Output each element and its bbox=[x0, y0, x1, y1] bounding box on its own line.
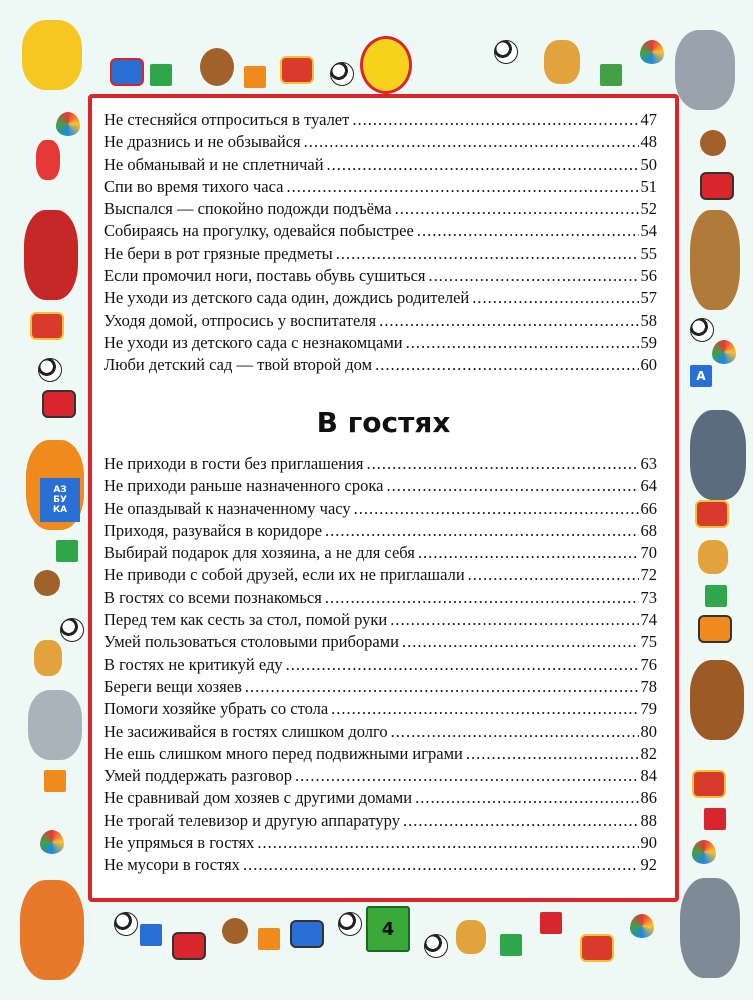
drum-icon bbox=[580, 934, 614, 962]
toc-entry-page: 56 bbox=[640, 266, 657, 286]
spinning-top-icon bbox=[56, 112, 80, 136]
toy-cube-icon bbox=[44, 770, 66, 792]
toc-entry-page: 51 bbox=[640, 176, 657, 196]
toy-cube-icon bbox=[244, 66, 266, 88]
toc-entry-page: 59 bbox=[640, 332, 657, 352]
toc-entry-title: Не опаздывай к назначенному часу bbox=[104, 498, 351, 518]
toc-entry-title: Спи во время тихого часа bbox=[104, 176, 284, 196]
toc-entry-page: 66 bbox=[640, 498, 657, 518]
toc-entry-title: Не приводи с собой друзей, если их не приглашали bbox=[104, 565, 465, 585]
toc-entry bbox=[104, 476, 657, 498]
toc-entry bbox=[104, 610, 657, 632]
toc-leader-dots bbox=[327, 155, 639, 175]
book-letters: БУ bbox=[53, 495, 67, 505]
teddy-bear-icon bbox=[700, 130, 726, 156]
toc-entry bbox=[104, 677, 657, 699]
toy-cube-icon bbox=[56, 540, 78, 562]
toc-entry bbox=[104, 766, 657, 788]
toc-entry-page: 78 bbox=[640, 676, 657, 696]
toc-leader-dots bbox=[390, 610, 638, 630]
bear-cub-illustration bbox=[690, 660, 744, 740]
toy-cube-icon bbox=[500, 934, 522, 956]
cube-letter: А bbox=[696, 369, 706, 383]
puppy-toy-icon bbox=[544, 40, 580, 84]
toc-entry-title: Уходя домой, отпросись у воспитателя bbox=[104, 310, 377, 330]
toy-cube-icon bbox=[540, 912, 562, 934]
soccer-ball-icon bbox=[338, 912, 362, 936]
toc-entry bbox=[104, 110, 657, 132]
toc-entry-title: В гостях не критикуй еду bbox=[104, 654, 283, 674]
toc-entry-title: Не уходи из детского сада один, дождись родителей bbox=[104, 288, 470, 308]
toy-cube-icon bbox=[140, 924, 162, 946]
toc-leader-dots bbox=[331, 699, 638, 719]
toc-entry bbox=[104, 699, 657, 721]
toc-entry-page: 88 bbox=[640, 810, 657, 830]
toc-entry-title: Не ешь слишком много перед подвижными играми bbox=[104, 743, 463, 763]
toc-entry bbox=[104, 655, 657, 677]
puppy-toy-icon bbox=[456, 920, 486, 954]
toc-leader-dots bbox=[243, 855, 639, 875]
toc-entry-title: Не трогай телевизор и другую аппаратуру bbox=[104, 810, 400, 830]
toc-leader-dots bbox=[304, 132, 639, 152]
toc-entry bbox=[104, 244, 657, 266]
toc-leader-dots bbox=[375, 355, 638, 375]
section-heading: В гостях bbox=[316, 406, 451, 439]
owl-illustration bbox=[690, 210, 740, 310]
toc-entry-title: Умей поддержать разговор bbox=[104, 766, 292, 786]
soccer-ball-icon bbox=[330, 62, 354, 86]
toc-entry-title: Помоги хозяйке убрать со стола bbox=[104, 699, 329, 719]
book-letters: КА bbox=[52, 505, 68, 515]
toc-entry-page: 52 bbox=[640, 199, 657, 219]
soccer-ball-icon bbox=[60, 618, 84, 642]
toc-entry-title: Собираясь на прогулку, одевайся побыстрее bbox=[104, 221, 414, 241]
toc-entry bbox=[104, 499, 657, 521]
toc-leader-dots bbox=[417, 221, 639, 241]
toc-leader-dots bbox=[295, 766, 639, 786]
toc-leader-dots bbox=[354, 499, 639, 519]
toc-entry-page: 63 bbox=[640, 454, 657, 473]
toc-leader-dots bbox=[336, 244, 639, 264]
toc-entry-page: 48 bbox=[640, 132, 657, 152]
toc-entry bbox=[104, 132, 657, 154]
toc-entry-page: 80 bbox=[640, 721, 657, 741]
toy-train-icon bbox=[110, 58, 144, 86]
toc-leader-dots bbox=[286, 177, 638, 197]
toc-entry-title: Не мусори в гостях bbox=[104, 855, 240, 875]
cat-on-chair-illustration bbox=[675, 30, 735, 110]
toc-leader-dots bbox=[379, 311, 638, 331]
toc-entry-page: 90 bbox=[640, 833, 657, 853]
toc-entry-page: 84 bbox=[640, 766, 657, 786]
toy-car-icon bbox=[290, 920, 324, 948]
toc-section-2 bbox=[104, 454, 657, 878]
spinning-top-icon bbox=[692, 840, 716, 864]
toc-entry bbox=[104, 199, 657, 221]
toc-entry-page: 58 bbox=[640, 310, 657, 330]
toc-entry-page: 47 bbox=[640, 110, 657, 129]
toc-entry bbox=[104, 177, 657, 199]
toc-entry bbox=[104, 744, 657, 766]
toc-leader-dots bbox=[325, 588, 639, 608]
toc-entry bbox=[104, 543, 657, 565]
soccer-ball-icon bbox=[38, 358, 62, 382]
toy-car-icon bbox=[698, 615, 732, 643]
toc-entry-title: Не бери в рот грязные предметы bbox=[104, 243, 333, 263]
fox-illustration bbox=[20, 880, 84, 980]
toc-entry-page: 74 bbox=[640, 610, 657, 630]
toc-leader-dots bbox=[366, 454, 638, 474]
toy-cube-icon bbox=[258, 928, 280, 950]
toc-entry-page: 57 bbox=[640, 288, 657, 308]
toy-cube-icon bbox=[690, 365, 712, 387]
bird-illustration bbox=[690, 410, 746, 500]
toc-entry bbox=[104, 811, 657, 833]
toc-section-1 bbox=[104, 110, 657, 378]
toy-car-icon bbox=[42, 390, 76, 418]
soccer-ball-icon bbox=[114, 912, 138, 936]
toc-entry-page: 92 bbox=[640, 855, 657, 875]
toc-entry-page: 86 bbox=[640, 788, 657, 808]
toc-leader-dots bbox=[472, 288, 638, 308]
spinning-top-icon bbox=[712, 340, 736, 364]
mouse-illustration bbox=[28, 690, 82, 760]
teddy-bear-icon bbox=[34, 570, 60, 596]
toc-leader-dots bbox=[403, 811, 639, 831]
toc-entry-title: Выспался — спокойно подожди подъёма bbox=[104, 199, 392, 219]
toc-entry-page: 75 bbox=[640, 632, 657, 652]
teddy-bear-icon bbox=[200, 48, 234, 86]
puppy-toy-icon bbox=[698, 540, 728, 574]
toc-entry-page: 60 bbox=[640, 355, 657, 375]
toc-leader-dots bbox=[286, 655, 639, 675]
toc-entry-page: 82 bbox=[640, 743, 657, 763]
toc-entry-title: Выбирай подарок для хозяина, а не для себя bbox=[104, 543, 415, 563]
beetle-illustration bbox=[24, 210, 78, 300]
soccer-ball-icon bbox=[494, 40, 518, 64]
drum-icon bbox=[692, 770, 726, 798]
toc-entry-title: Если промочил ноги, поставь обувь сушиться bbox=[104, 266, 426, 286]
toc-entry-title: Не приходи раньше назначенного срока bbox=[104, 476, 384, 496]
spinning-top-icon bbox=[630, 914, 654, 938]
alphabet-book-icon bbox=[40, 478, 80, 522]
toc-entry bbox=[104, 588, 657, 610]
wolf-illustration bbox=[680, 878, 740, 978]
toc-entry bbox=[104, 521, 657, 543]
clown-toy-icon bbox=[36, 140, 60, 180]
toc-entry bbox=[104, 454, 657, 476]
toc-leader-dots bbox=[418, 543, 639, 563]
toy-car-icon bbox=[700, 172, 734, 200]
toy-cube-icon bbox=[600, 64, 622, 86]
toc-leader-dots bbox=[429, 266, 639, 286]
soccer-ball-icon bbox=[424, 934, 448, 958]
toc-leader-dots bbox=[395, 199, 639, 219]
toc-entry-page: 72 bbox=[640, 565, 657, 585]
book-letters: АЗ bbox=[53, 485, 67, 495]
toc-entry bbox=[104, 833, 657, 855]
teddy-bear-icon bbox=[222, 918, 248, 944]
toc-entry-page: 55 bbox=[640, 243, 657, 263]
drum-icon bbox=[280, 56, 314, 84]
toc-leader-dots bbox=[325, 521, 638, 541]
toc-leader-dots bbox=[386, 476, 638, 496]
toc-entry bbox=[104, 155, 657, 177]
page-number: 4 bbox=[366, 906, 410, 952]
spinning-top-icon bbox=[40, 830, 64, 854]
toy-cube-icon bbox=[704, 808, 726, 830]
toc-entry bbox=[104, 355, 657, 377]
toc-entry-title: Не стесняйся отпроситься в туалет bbox=[104, 110, 350, 129]
toc-entry-title: Береги вещи хозяев bbox=[104, 676, 242, 696]
puppy-toy-icon bbox=[34, 640, 62, 676]
toc-entry-title: Люби детский сад — твой второй дом bbox=[104, 355, 373, 375]
toc-entry-page: 70 bbox=[640, 543, 657, 563]
toc-entry-title: Не уходи из детского сада с незнакомцами bbox=[104, 332, 403, 352]
drum-icon bbox=[30, 312, 64, 340]
toc-entry-page: 50 bbox=[640, 154, 657, 174]
toc-leader-dots bbox=[352, 110, 638, 130]
toc-entry bbox=[104, 565, 657, 587]
toc-entry bbox=[104, 333, 657, 355]
toc-entry-page: 73 bbox=[640, 587, 657, 607]
table-of-contents-page bbox=[88, 94, 679, 902]
soccer-ball-icon bbox=[690, 318, 714, 342]
toc-entry-title: Приходя, разувайся в коридоре bbox=[104, 520, 323, 540]
toc-entry-title: Не засиживайся в гостях слишком долго bbox=[104, 721, 388, 741]
toc-entry-title: Не обманывай и не сплетничай bbox=[104, 154, 324, 174]
toc-entry bbox=[104, 722, 657, 744]
toc-entry bbox=[104, 855, 657, 877]
spinning-top-icon bbox=[640, 40, 664, 64]
toc-entry-page: 68 bbox=[640, 520, 657, 540]
toc-leader-dots bbox=[406, 333, 639, 353]
toc-leader-dots bbox=[257, 833, 638, 853]
toc-leader-dots bbox=[391, 722, 639, 742]
alarm-clock-icon bbox=[360, 36, 412, 94]
toc-entry bbox=[104, 266, 657, 288]
toc-entry bbox=[104, 788, 657, 810]
toc-entry-title: Перед тем как сесть за стол, помой руки bbox=[104, 610, 388, 630]
toc-entry-page: 54 bbox=[640, 221, 657, 241]
toy-cube-icon bbox=[705, 585, 727, 607]
toc-entry bbox=[104, 221, 657, 243]
toc-entry bbox=[104, 288, 657, 310]
toc-leader-dots bbox=[245, 677, 639, 697]
toc-entry-title: Не приходи в гости без приглашения bbox=[104, 454, 364, 473]
toc-entry-title: В гостях со всеми познакомься bbox=[104, 587, 322, 607]
toc-leader-dots bbox=[402, 632, 639, 652]
drum-icon bbox=[695, 500, 729, 528]
mouse-on-cheese-illustration bbox=[22, 20, 82, 90]
toc-leader-dots bbox=[468, 565, 639, 585]
toc-entry bbox=[104, 632, 657, 654]
toc-entry-title: Не сравнивай дом хозяев с другими домами bbox=[104, 788, 413, 808]
toc-entry-title: Не упрямься в гостях bbox=[104, 833, 255, 853]
toc-entry-title: Умей пользоваться столовыми приборами bbox=[104, 632, 399, 652]
toc-entry-title: Не дразнись и не обзывайся bbox=[104, 132, 301, 152]
toc-entry-page: 79 bbox=[640, 699, 657, 719]
toy-train-icon bbox=[172, 932, 206, 960]
toy-cube-icon bbox=[150, 64, 172, 86]
toc-entry-page: 76 bbox=[640, 654, 657, 674]
toc-entry-page: 64 bbox=[640, 476, 657, 496]
toc-leader-dots bbox=[466, 744, 639, 764]
toc-entry bbox=[104, 311, 657, 333]
toc-leader-dots bbox=[415, 788, 638, 808]
